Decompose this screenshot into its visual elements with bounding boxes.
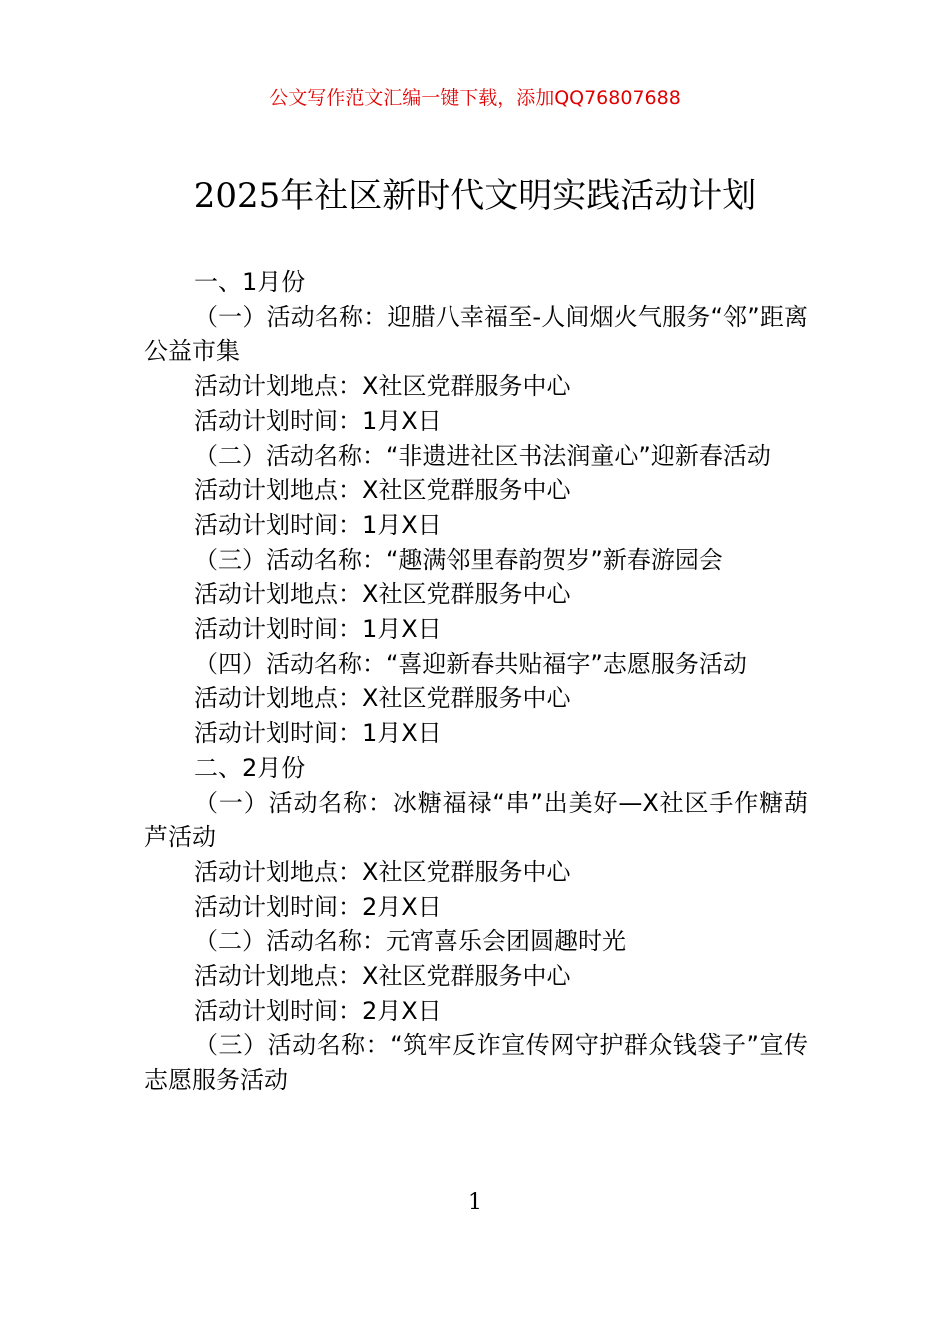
section-heading-january: 一、1月份 (194, 268, 306, 296)
activity-name: （一）活动名称：冰糖福禄“串”出美好—X社区手作糖葫芦活动 (144, 788, 808, 852)
activity-time: 活动计划时间：2月X日 (194, 892, 442, 921)
activity-location: 活动计划地点：X社区党群服务中心 (194, 372, 571, 401)
activity-name: （三）活动名称：“筑牢反诈宣传网守护群众钱袋子”宣传志愿服务活动 (144, 1031, 808, 1095)
document-body (144, 265, 808, 1098)
activity-time: 活动计划时间：1月X日 (194, 719, 442, 748)
activity-name: （二）活动名称：“非遗进社区书法润童心”迎新春活动 (194, 441, 771, 470)
activity-location: 活动计划地点：X社区党群服务中心 (194, 684, 571, 713)
activity-name: （二）活动名称：元宵喜乐会团圆趣时光 (194, 927, 626, 956)
download-notice: 公文写作范文汇编一键下载，添加QQ76807688 (269, 87, 681, 109)
activity-time: 活动计划时间：1月X日 (194, 615, 442, 644)
activity-name: （一）活动名称：迎腊八幸福至-人间烟火气服务“邻”距离公益市集 (144, 302, 808, 366)
activity-name: （三）活动名称：“趣满邻里春韵贺岁”新春游园会 (194, 545, 723, 574)
page-number: 1 (468, 1190, 482, 1215)
activity-location: 活动计划地点：X社区党群服务中心 (194, 857, 571, 886)
activity-location: 活动计划地点：X社区党群服务中心 (194, 476, 571, 505)
activity-time: 活动计划时间：1月X日 (194, 406, 442, 435)
section-heading-february: 二、2月份 (194, 753, 306, 782)
activity-location: 活动计划地点：X社区党群服务中心 (194, 962, 571, 991)
document-title: 2025年社区新时代文明实践活动计划 (193, 176, 757, 216)
activity-time: 活动计划时间：1月X日 (194, 510, 442, 539)
activity-location: 活动计划地点：X社区党群服务中心 (194, 580, 571, 609)
activity-name: （四）活动名称：“喜迎新春共贴福字”志愿服务活动 (194, 649, 747, 678)
activity-time: 活动计划时间：2月X日 (194, 996, 442, 1025)
